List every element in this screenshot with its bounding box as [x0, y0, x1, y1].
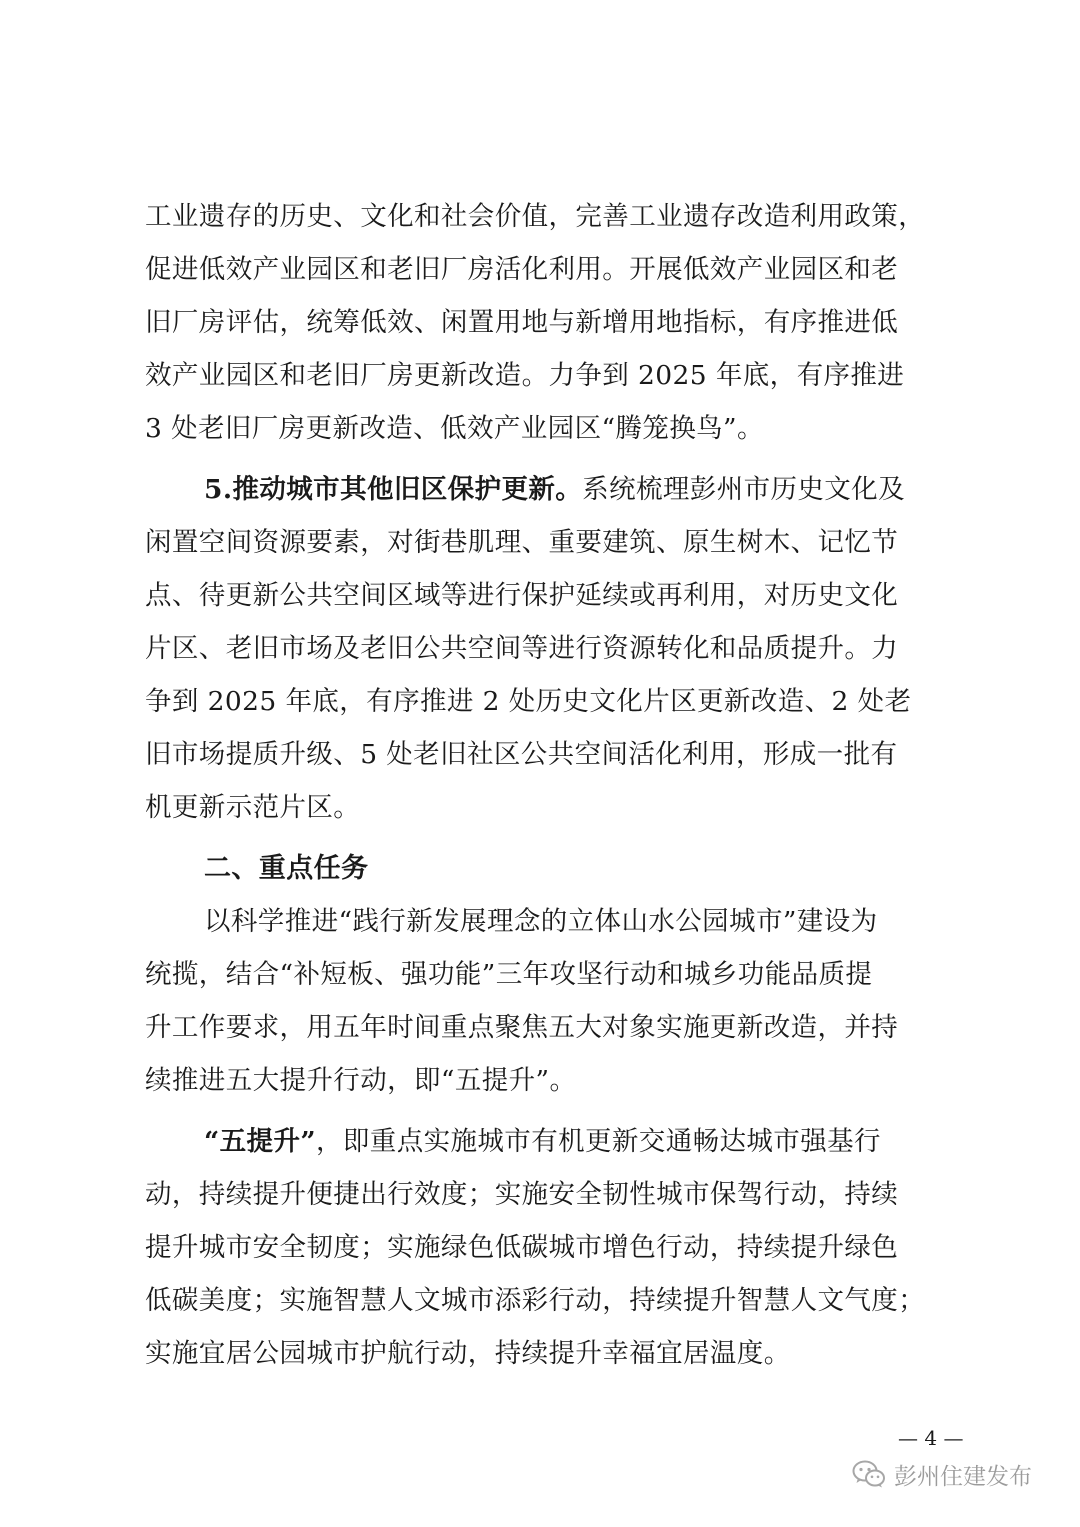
- text-line: 续推进五大提升行动，即“五提升”。: [145, 1065, 577, 1096]
- text-line: 争到 2025 年底，有序推进 2 处历史文化片区更新改造、2 处老: [145, 686, 912, 717]
- text-line: 以科学推进“践行新发展理念的立体山水公园城市”建设为: [204, 906, 878, 937]
- section-5-first-line: [145, 463, 945, 516]
- text-line: 3 处老旧厂房更新改造、低效产业园区“腾笼换鸟”。: [145, 413, 764, 444]
- text-line: 提升城市安全韧度；实施绿色低碳城市增色行动，持续提升绿色: [145, 1232, 899, 1263]
- text-line: 旧市场提质升级、5 处老旧社区公共空间活化利用，形成一批有: [145, 739, 898, 770]
- text-line: 效产业园区和老旧厂房更新改造。力争到 2025 年底，有序推进: [145, 360, 905, 391]
- wutisheng-title: “五提升”: [204, 1126, 316, 1157]
- text-line: 动，持续提升便捷出行效度；实施安全韧性城市保驾行动，持续: [145, 1179, 899, 1210]
- text-line: 促进低效产业园区和老旧厂房活化利用。开展低效产业园区和老: [145, 254, 899, 285]
- section-heading: 二、重点任务: [204, 853, 369, 884]
- text-line: 实施宜居公园城市护航行动，持续提升幸福宜居温度。: [145, 1338, 791, 1369]
- text-line: 片区、老旧市场及老旧公共空间等进行资源转化和品质提升。力: [145, 633, 899, 664]
- wutisheng-text: ，即重点实施城市有机更新交通畅达城市强基行: [316, 1126, 881, 1157]
- text-line: 闲置空间资源要素，对街巷肌理、重要建筑、原生树木、记忆节: [145, 527, 899, 558]
- text-line: 低碳美度；实施智慧人文城市添彩行动，持续提升智慧人文气度；: [145, 1285, 926, 1316]
- wechat-icon: [852, 1459, 886, 1489]
- text-line: 统揽，结合“补短板、强功能”三年攻坚行动和城乡功能品质提: [145, 959, 873, 990]
- wutisheng-first-line: [145, 1115, 945, 1168]
- watermark-text: 彭州住建发布: [894, 1463, 1032, 1490]
- section-5-title: 5.推动城市其他旧区保护更新。: [204, 474, 583, 505]
- text-line: 升工作要求，用五年时间重点聚焦五大对象实施更新改造，并持: [145, 1012, 899, 1043]
- text-line: 点、待更新公共空间区域等进行保护延续或再利用，对历史文化: [145, 580, 899, 611]
- body-text: [145, 190, 945, 1380]
- text-line: 机更新示范片区。: [145, 792, 361, 823]
- page-number: — 4 —: [898, 1426, 964, 1450]
- text-line: 旧厂房评估，统筹低效、闲置用地与新增用地指标，有序推进低: [145, 307, 899, 338]
- text-line: 工业遗存的历史、文化和社会价值，完善工业遗存改造利用政策，: [145, 201, 926, 232]
- watermark: [852, 1455, 1052, 1493]
- section-5-text: 系统梳理彭州市历史文化及: [582, 474, 905, 505]
